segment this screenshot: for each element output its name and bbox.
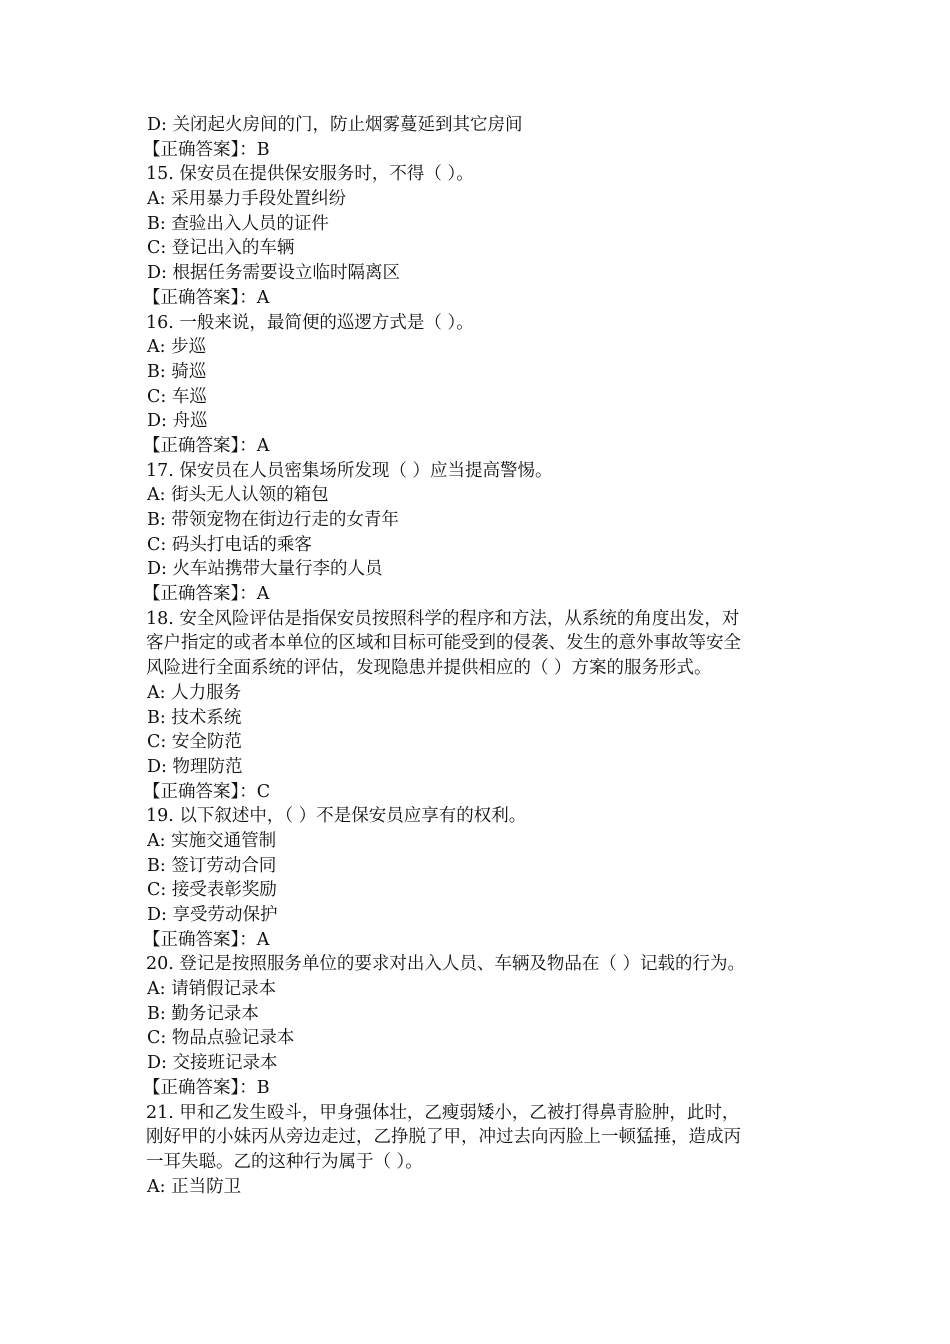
answer-line: 【正确答案】：B — [143, 139, 270, 160]
document-page — [143, 113, 806, 1199]
option-line: D: 交接班记录本 — [147, 1053, 278, 1074]
question-line: 客户指定的或者本单位的区域和目标可能受到的侵袭、发生的意外事故等安全 — [146, 633, 741, 654]
option-line: C: 物品点验记录本 — [147, 1028, 295, 1049]
answer-line: 【正确答案】：A — [143, 584, 270, 605]
option-line: B: 签订劳动合同 — [147, 855, 277, 876]
question-line: 19. 以下叙述中，（ ）不是保安员应享有的权利。 — [146, 806, 527, 827]
option-line: A: 步巡 — [147, 337, 207, 358]
answer-line: 【正确答案】：A — [143, 287, 270, 308]
question-line: 一耳失聪。乙的这种行为属于（ ）。 — [146, 1151, 423, 1172]
option-line: D: 关闭起火房间的门，防止烟雾蔓延到其它房间 — [147, 115, 523, 135]
option-line: C: 安全防范 — [147, 732, 242, 753]
option-line: D: 根据任务需要设立临时隔离区 — [147, 263, 400, 284]
question-line: 风险进行全面系统的评估，发现隐患并提供相应的（ ）方案的服务形式。 — [146, 658, 712, 679]
option-line: B: 技术系统 — [147, 707, 242, 728]
option-line: D: 物理防范 — [147, 756, 243, 777]
answer-line: 【正确答案】：A — [143, 435, 270, 456]
option-line: B: 查验出入人员的证件 — [147, 213, 329, 234]
option-line: B: 勤务记录本 — [147, 1003, 259, 1024]
answer-line: 【正确答案】：A — [143, 929, 270, 950]
answer-line: 【正确答案】：C — [143, 781, 271, 802]
option-line: A: 街头无人认领的箱包 — [147, 485, 329, 506]
option-line: A: 人力服务 — [147, 682, 242, 703]
option-line: D: 火车站携带大量行李的人员 — [147, 559, 383, 580]
answer-line: 【正确答案】：B — [143, 1077, 270, 1098]
option-line: A: 采用暴力手段处置纠纷 — [147, 189, 347, 210]
option-line: C: 接受表彰奖励 — [147, 880, 277, 901]
option-line: A: 正当防卫 — [147, 1176, 242, 1197]
question-line: 20. 登记是按照服务单位的要求对出入人员、车辆及物品在（ ）记载的行为。 — [146, 954, 745, 975]
question-line: 21. 甲和乙发生殴斗，甲身强体壮，乙瘦弱矮小，乙被打得鼻青脸肿，此时， — [146, 1102, 740, 1123]
option-line: A: 实施交通管制 — [147, 830, 277, 851]
option-line: D: 享受劳动保护 — [147, 905, 278, 925]
question-line: 18. 安全风险评估是指保安员按照科学的程序和方法，从系统的角度出发，对 — [146, 608, 740, 629]
question-line: 刚好甲的小妹丙从旁边走过，乙挣脱了甲，冲过去向丙脸上一顿猛捶，造成丙 — [146, 1127, 741, 1148]
question-line: 15. 保安员在提供保安服务时，不得（ ）。 — [146, 164, 474, 185]
option-line: C: 车巡 — [147, 386, 207, 407]
question-line: 16. 一般来说，最简便的巡逻方式是（ ）。 — [146, 312, 474, 333]
option-line: D: 舟巡 — [147, 411, 208, 432]
option-line: A: 请销假记录本 — [147, 979, 277, 1000]
question-line: 17. 保安员在人员密集场所发现（ ）应当提高警惕。 — [146, 460, 553, 481]
option-line: C: 登记出入的车辆 — [147, 238, 295, 259]
option-line: C: 码头打电话的乘客 — [147, 534, 312, 555]
option-line: B: 骑巡 — [147, 361, 207, 382]
option-line: B: 带领宠物在街边行走的女青年 — [147, 510, 399, 530]
